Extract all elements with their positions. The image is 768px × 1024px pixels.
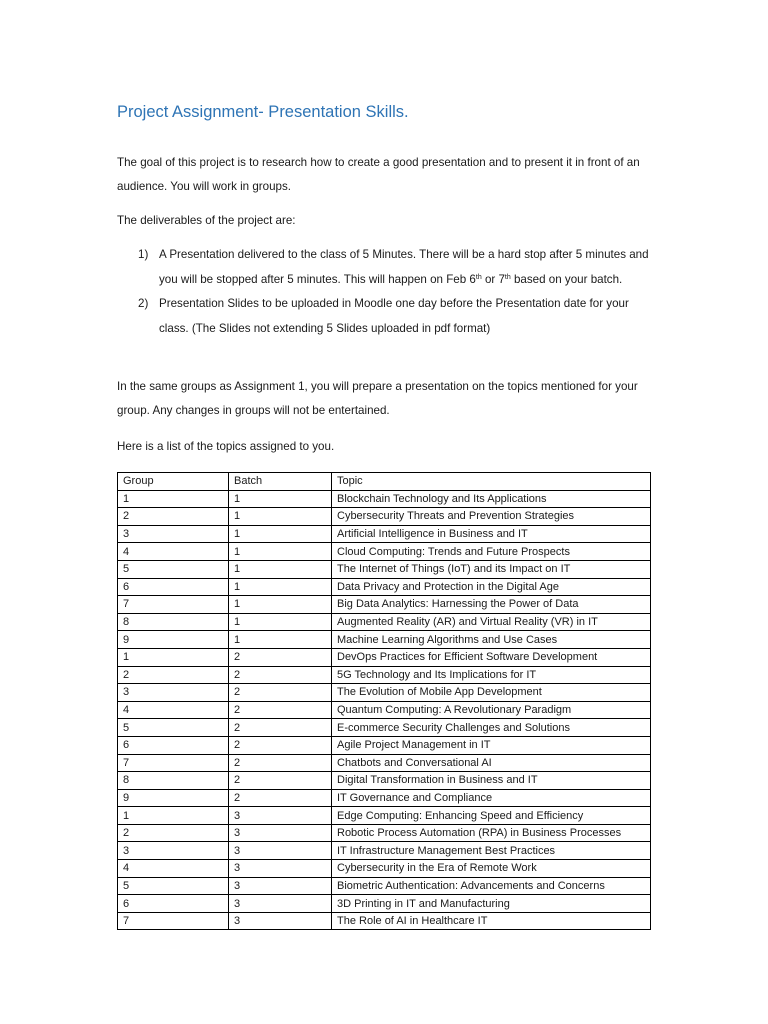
table-row <box>118 596 651 614</box>
deliverable-text: A Presentation delivered to the class of 5 Minutes. There will be a hard stop after 5 minutes and you will be stopped after 5 minutes. This will happen on Feb 6th or 7th based on your batch. <box>159 248 649 286</box>
batch-cell: 3 <box>229 912 332 930</box>
group-cell: 6 <box>118 895 229 913</box>
topic-cell: The Evolution of Mobile App Development <box>332 684 651 702</box>
batch-cell: 3 <box>229 807 332 825</box>
table-row <box>118 613 651 631</box>
group-cell: 6 <box>118 736 229 754</box>
topic-cell: Data Privacy and Protection in the Digital Age <box>332 578 651 596</box>
topic-cell: Digital Transformation in Business and IT <box>332 772 651 790</box>
batch-cell: 3 <box>229 842 332 860</box>
table-row <box>118 666 651 684</box>
table-row <box>118 543 651 561</box>
table-row <box>118 772 651 790</box>
group-cell: 3 <box>118 525 229 543</box>
table-row <box>118 525 651 543</box>
batch-cell: 2 <box>229 684 332 702</box>
topics-table <box>117 472 651 930</box>
group-cell: 4 <box>118 860 229 878</box>
topic-cell: Chatbots and Conversational AI <box>332 754 651 772</box>
table-row <box>118 490 651 508</box>
batch-cell: 1 <box>229 560 332 578</box>
topic-cell: Cybersecurity Threats and Prevention Strategies <box>332 508 651 526</box>
list-intro: Here is a list of the topics assigned to you. <box>117 440 335 453</box>
topic-cell: Machine Learning Algorithms and Use Cases <box>332 631 651 649</box>
table-row <box>118 860 651 878</box>
batch-cell: 2 <box>229 701 332 719</box>
batch-cell: 1 <box>229 543 332 561</box>
topic-cell: Biometric Authentication: Advancements and Concerns <box>332 877 651 895</box>
list-number: 1) <box>138 248 149 261</box>
header-topic: Topic <box>332 473 651 491</box>
group-cell: 1 <box>118 490 229 508</box>
batch-cell: 1 <box>229 631 332 649</box>
batch-cell: 1 <box>229 613 332 631</box>
batch-cell: 3 <box>229 860 332 878</box>
batch-cell: 2 <box>229 719 332 737</box>
batch-cell: 2 <box>229 789 332 807</box>
group-cell: 5 <box>118 560 229 578</box>
group-cell: 5 <box>118 877 229 895</box>
table-row <box>118 736 651 754</box>
table-row <box>118 789 651 807</box>
topic-cell: Cybersecurity in the Era of Remote Work <box>332 860 651 878</box>
group-cell: 3 <box>118 842 229 860</box>
topic-cell: 5G Technology and Its Implications for IT <box>332 666 651 684</box>
table-header-row <box>118 473 651 491</box>
topic-cell: Robotic Process Automation (RPA) in Business Processes <box>332 824 651 842</box>
topic-cell: DevOps Practices for Efficient Software Development <box>332 648 651 666</box>
topic-cell: Cloud Computing: Trends and Future Prospects <box>332 543 651 561</box>
header-group: Group <box>118 473 229 491</box>
groups-note: In the same groups as Assignment 1, you will prepare a presentation on the topics mentioned for your group. Any changes in groups will not be entertained. <box>117 380 638 417</box>
batch-cell: 2 <box>229 754 332 772</box>
group-cell: 2 <box>118 824 229 842</box>
intro-paragraph: The goal of this project is to research how to create a good presentation and to present it in front of an audience. You will work in groups. <box>117 156 640 193</box>
group-cell: 4 <box>118 543 229 561</box>
group-cell: 8 <box>118 613 229 631</box>
batch-cell: 1 <box>229 578 332 596</box>
table-row <box>118 701 651 719</box>
batch-cell: 1 <box>229 508 332 526</box>
deliverable-item-2 <box>117 292 650 341</box>
table-row <box>118 877 651 895</box>
batch-cell: 1 <box>229 596 332 614</box>
table-row <box>118 508 651 526</box>
batch-cell: 3 <box>229 824 332 842</box>
topic-cell: IT Infrastructure Management Best Practices <box>332 842 651 860</box>
deliverable-text: Presentation Slides to be uploaded in Moodle one day before the Presentation date for your class. (The Slides not extending 5 Slides uploaded in pdf format) <box>159 297 629 335</box>
topic-cell: Edge Computing: Enhancing Speed and Efficiency <box>332 807 651 825</box>
deliverable-item-1 <box>117 243 650 292</box>
batch-cell: 1 <box>229 490 332 508</box>
table-row <box>118 578 651 596</box>
page-title: Project Assignment- Presentation Skills. <box>117 103 409 121</box>
group-cell: 9 <box>118 789 229 807</box>
topic-cell: Big Data Analytics: Harnessing the Power of Data <box>332 596 651 614</box>
batch-cell: 1 <box>229 525 332 543</box>
table-row <box>118 842 651 860</box>
table-row <box>118 912 651 930</box>
group-cell: 6 <box>118 578 229 596</box>
topic-cell: The Role of AI in Healthcare IT <box>332 912 651 930</box>
table-row <box>118 684 651 702</box>
group-cell: 7 <box>118 912 229 930</box>
group-cell: 4 <box>118 701 229 719</box>
table-row <box>118 824 651 842</box>
group-cell: 1 <box>118 807 229 825</box>
group-cell: 7 <box>118 754 229 772</box>
batch-cell: 2 <box>229 648 332 666</box>
topic-cell: Artificial Intelligence in Business and IT <box>332 525 651 543</box>
group-cell: 3 <box>118 684 229 702</box>
deliverables-heading: The deliverables of the project are: <box>117 214 296 227</box>
topic-cell: The Internet of Things (IoT) and its Impact on IT <box>332 560 651 578</box>
group-cell: 8 <box>118 772 229 790</box>
deliverables-list <box>117 243 650 341</box>
table-row <box>118 648 651 666</box>
group-cell: 2 <box>118 666 229 684</box>
list-number: 2) <box>138 297 149 310</box>
table-row <box>118 807 651 825</box>
topic-cell: E-commerce Security Challenges and Solutions <box>332 719 651 737</box>
table-row <box>118 719 651 737</box>
batch-cell: 3 <box>229 877 332 895</box>
group-cell: 2 <box>118 508 229 526</box>
group-cell: 9 <box>118 631 229 649</box>
topic-cell: Quantum Computing: A Revolutionary Paradigm <box>332 701 651 719</box>
table-row <box>118 560 651 578</box>
batch-cell: 2 <box>229 736 332 754</box>
group-cell: 5 <box>118 719 229 737</box>
table-row <box>118 754 651 772</box>
table-row <box>118 631 651 649</box>
batch-cell: 3 <box>229 895 332 913</box>
group-cell: 1 <box>118 648 229 666</box>
batch-cell: 2 <box>229 772 332 790</box>
topic-cell: Augmented Reality (AR) and Virtual Reality (VR) in IT <box>332 613 651 631</box>
topic-cell: 3D Printing in IT and Manufacturing <box>332 895 651 913</box>
batch-cell: 2 <box>229 666 332 684</box>
topic-cell: IT Governance and Compliance <box>332 789 651 807</box>
header-batch: Batch <box>229 473 332 491</box>
table-row <box>118 895 651 913</box>
group-cell: 7 <box>118 596 229 614</box>
topic-cell: Blockchain Technology and Its Applications <box>332 490 651 508</box>
topic-cell: Agile Project Management in IT <box>332 736 651 754</box>
